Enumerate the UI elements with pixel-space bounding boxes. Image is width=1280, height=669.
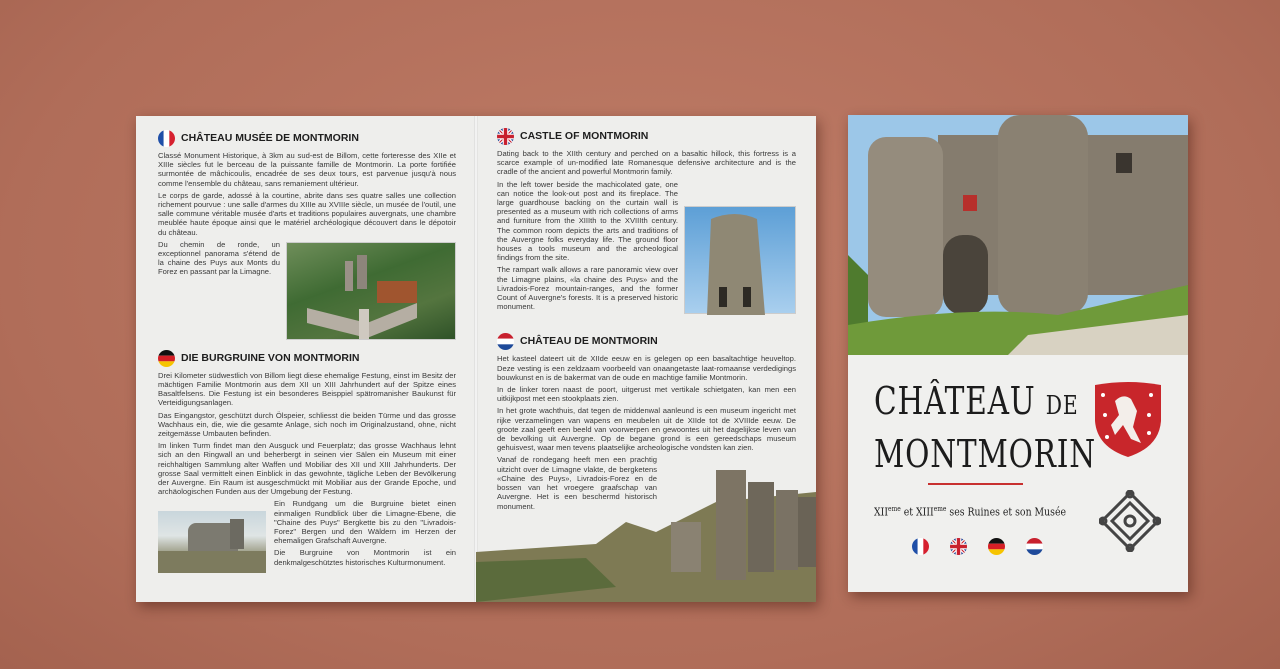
paragraph: In de linker toren naast de poort, uitgerust met vertikale schietgaten, kan men een uitkijkpost met een stookplaats zien. (497, 385, 796, 404)
cover-title (874, 377, 1096, 478)
title-divider (928, 483, 1023, 485)
section-french (158, 130, 456, 277)
paragraph: Im linken Turm findet man den Ausguck und Feuerplatz; das grosse Wachhaus lehnt sich an den Ringwall an und beherbergt in seinen vier Sälen ein Museum mit einer reichhaltigen Sammlung alter Waffen und Mobiliar des XII und XIII Jahrhunderts. Der grosse Saal vermittelt einen Einblick in das gewohnte, tägliche Leben der Bevölkerung der Auvergne. Ein Raum ist ausgeschmückt mit Mobiliar aus der Grande Epoche, und archäologischen Funden aus der Umgebung der Festung. (158, 441, 456, 497)
section-heading: CHÂTEAU MUSÉE DE MONTMORIN (181, 131, 359, 144)
section-heading: CASTLE OF MONTMORIN (520, 129, 649, 142)
paragraph: Vanaf de rondegang heeft men een prachtig uitzicht over de Limagne vlakte, de bergketens «Chaine des Puys», Livradois-Forez en de bossen van het vroegere graafschap van Auvergne. Het is een beschermd historisch monument. (497, 455, 657, 511)
brochure-inside-spread (136, 116, 816, 602)
section-heading: CHÂTEAU DE MONTMORIN (520, 335, 658, 348)
castle-ruins-photo (476, 462, 816, 602)
paragraph: Le corps de garde, adossé à la courtine, abrite dans ses quatre salles une collection richement pourvue : une salle d'armes du XIIIe au XVIIIe siècle, un musée de l'outil, une salle commune véritable musée d'arts et traditions populaires auvergnats, une chambre meublée haute époque ainsi que le matériel archéologique découvert dans le dépotoir du château. (158, 190, 456, 237)
brochure-cover (848, 115, 1188, 592)
flag-netherlands-icon (497, 333, 514, 350)
celtic-knot-icon (1099, 490, 1161, 552)
castle-gate-photo (848, 115, 1188, 355)
paragraph: In the left tower beside the machicolated gate, one can notice the look-out post and its fireplace. The large guardhouse backing on the curtain wall is presented as a museum with rich collections of arms and furniture from the XIIIth to the XVIIIth century. The common room depicts the arts and traditions of the Auvergne folks everyday life. The ground floor houses a tools museum and the archeological findings from the site. (497, 179, 678, 263)
section-german (158, 350, 456, 567)
tower-photo (684, 206, 796, 314)
paragraph: Classé Monument Historique, à 3km au sud-est de Billom, cette forteresse des XIIe et XIIIe siècles fut le berceau de la puissante famille de Montmorin. La porte fortifiée surmontée de mâchicoulis, encadrée de ses deux tours, est parvenue jusqu'à nous comme l'ensemble du château, sans remaniement ultérieur. (158, 151, 456, 188)
flag-uk-icon (950, 538, 967, 555)
language-flags (912, 538, 1043, 555)
flag-netherlands-icon (1026, 538, 1043, 555)
brochure-right-page (476, 116, 816, 602)
paragraph: Ein Rundgang um die Burgruine bietet einen einmaligen Rundblick über die Limagne-Ebene, die "Chaine des Puys" Bergkette bis zu den "Livradois-Forez" Bergen und den Wäldern im Herzen der ehemaligen Grafschaft Auvergne. (274, 499, 456, 546)
flag-france-icon (912, 538, 929, 555)
paragraph: Drei Kilometer südwestlich von Billom liegt diese ehemalige Festung, einst im Besitz der mächtigen Familie Montmorin aus dem XII un XIII Jahrhundert auf der Spitze eines Basaltfelsens. Die Festung ist ein besonderes Beisppiel spätromanisher Baukunst für Verteidigungsanlagen. (158, 370, 456, 408)
paragraph: Das Eingangstor, geschützt durch Ölspeier, schliesst die beiden Türme und das grosse Wachhaus ein, die, wie die gesamte Anlage, sich noch im Originalzustand, ohne, nicht zeitgemässe Umbauten befinden. (158, 410, 456, 439)
flag-germany-icon (988, 538, 1005, 555)
flag-germany-icon (158, 350, 175, 367)
paragraph: Du chemin de ronde, un exceptionnel panorama s'étend de la chaine des Puys aux Monts du Forez en passant par la Limagne. (158, 239, 280, 277)
brochure-left-page (136, 116, 476, 602)
flag-uk-icon (497, 128, 514, 145)
title-line-2: MONTMORIN (874, 432, 1096, 476)
paragraph: Die Burgruine von Montmorin ist ein denkmalgeschütztes historisches Kulturmonument. (274, 548, 456, 567)
section-heading: DIE BURGRUINE VON MONTMORIN (181, 351, 360, 364)
title-line-1: CHÂTEAU (874, 379, 1036, 423)
title-de: DE (1045, 391, 1079, 421)
paragraph: In het grote wachthuis, dat tegen de middenwal aanleund is een museum ingericht met rijke verzamelingen van wapens en meubelen uit de XIIde tot de XVIIIde eeuw. De groote zaal geeft een beeld van voorwerpen en gewoontes uit het dagelijkse leven van de bevolking uit Auvergne. Op de begane grond is een gereedschaps museum gehuisvest, waar men tevens plaatselijke archeologische vondsten kan zien. (497, 406, 796, 453)
ruined-tower-photo (158, 511, 266, 573)
coat-of-arms-icon (1093, 381, 1163, 459)
aerial-castle-photo (286, 242, 456, 340)
paragraph: The rampart walk allows a rare panoramic view over the Limagne plains, «la chaine des Puys» and the Livradois-Forez mountain-ranges, and the former Count of Auvergne's forests. It is a preserved historic monument. (497, 265, 678, 312)
section-english (497, 128, 796, 311)
flag-france-icon (158, 130, 175, 147)
cover-subtitle: XIIeme et XIIIeme ses Ruines et son Musée (874, 505, 1067, 519)
paragraph: Het kasteel dateert uit de XIIde eeuw en is gelegen op een basaltachtige heuveltop. Deze vesting is een zeldzaam voorbeeld van onaangetaste laat-romaanse verdedigings bouwkunst en is de bakermat van de oude en machtige familie Montmorin. (497, 354, 796, 382)
paragraph: Dating back to the XIIth century and perched on a basaltic hillock, this fortress is a scarce example of un-modified late Romanesque defensive architecture and is the cradle of the ancient and powerful Montmorin family. (497, 149, 796, 177)
